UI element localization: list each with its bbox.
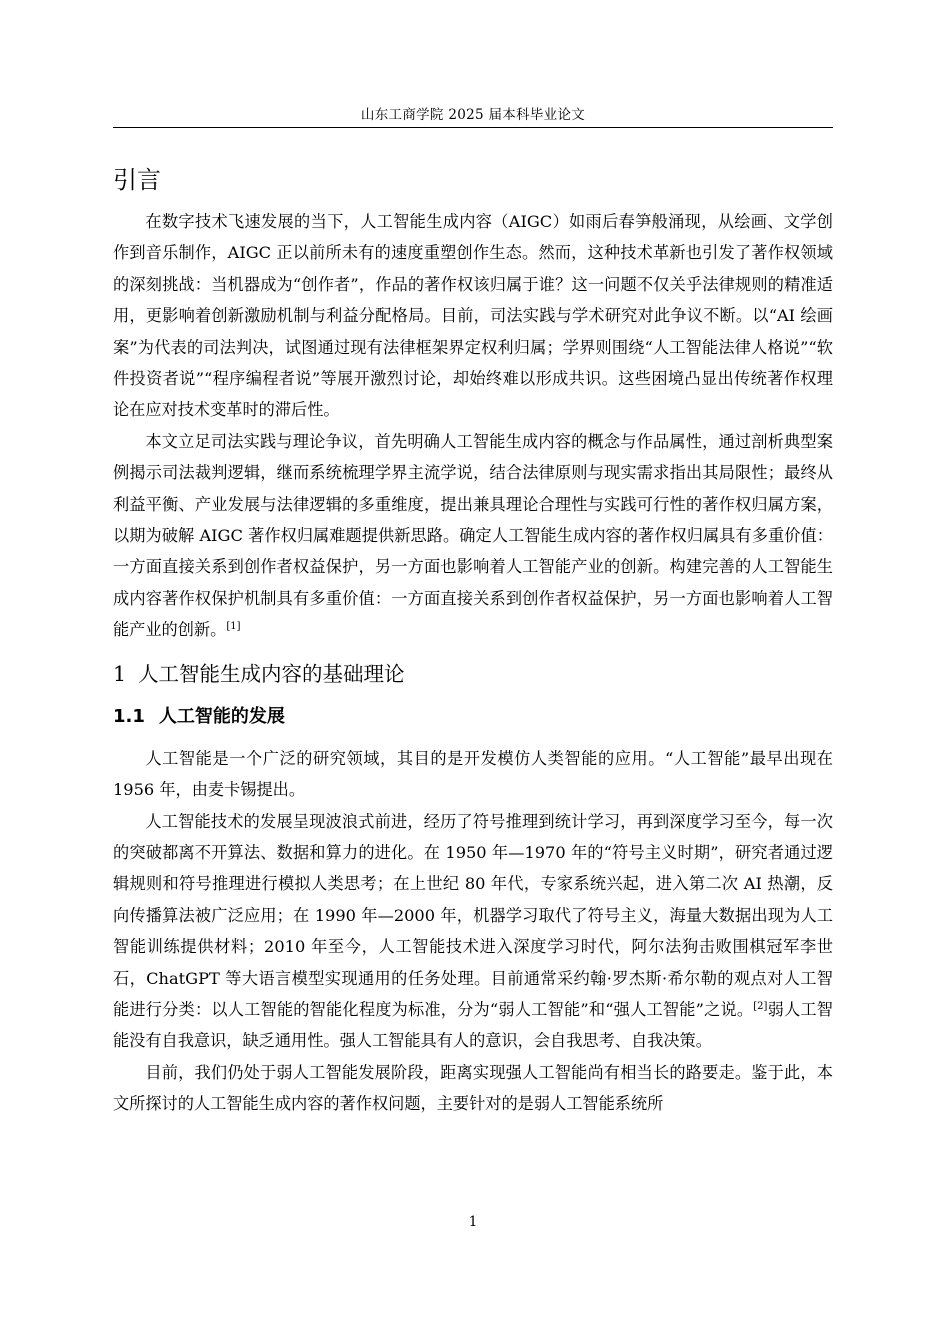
- citation-ref-1: [1]: [226, 621, 241, 633]
- intro-heading: 引言: [113, 166, 161, 194]
- header-rule: [113, 127, 833, 128]
- section-1-title: 人工智能生成内容的基础理论: [138, 661, 405, 686]
- section-1-1-paragraph-2: [113, 806, 833, 1057]
- section-1-1-paragraph-2-text-b: 弱人工智能没有自我意识，缺乏通用性。强人工智能具有人的意识，会自我思考、自我决策。: [113, 999, 833, 1051]
- section-1-1-paragraph-3: 目前，我们仍处于弱人工智能发展阶段，距离实现强人工智能尚有相当长的路要走。鉴于此，本文所探讨的人工智能生成内容的著作权问题，主要针对的是弱人工智能系统所: [113, 1062, 833, 1114]
- section-1-1-title: 人工智能的发展: [158, 705, 285, 727]
- section-1-heading: [113, 646, 833, 699]
- section-1-1-heading: [113, 699, 833, 743]
- intro-paragraph-2: [113, 426, 833, 646]
- running-header: 山东工商学院 2025 届本科毕业论文: [360, 107, 586, 123]
- section-1-number: 1: [113, 661, 127, 686]
- intro-paragraph-2-text: 本文立足司法实践与理论争议，首先明确人工智能生成内容的概念与作品属性，通过剖析典型案例揭示司法裁判逻辑，继而系统梳理学界主流学说，结合法律原则与现实需求指出其局限性；最终从利益平衡、产业发展与法律逻辑的多重维度，提出兼具理论合理性与实践可行性的著作权归属方案，以期为破解 AIGC 著作权归属难题提供新思路。确定人工智能生成内容的著作权归属具有多重价值：一方面直接关系到创作者权益保护，另一方面也影响着人工智能产业的创新。构建完善的人工智能生成内容著作权保护机制具有多重价值：一方面直接关系到创作者权益保护，另一方面也影响着人工智能产业的创新。: [113, 431, 833, 640]
- page-body: [113, 160, 833, 1120]
- citation-ref-2: [2]: [753, 1000, 768, 1012]
- section-1-1-number: 1.1: [113, 705, 145, 727]
- page-number: 1: [468, 1214, 478, 1230]
- intro-paragraph-1: 在数字技术飞速发展的当下，人工智能生成内容（AIGC）如雨后春笋般涌现，从绘画、文学创作到音乐制作，AIGC 正以前所未有的速度重塑创作生态。然而，这种技术革新也引发了著作权领域的深刻挑战：当机器成为“创作者”，作品的著作权该归属于谁？这一问题不仅关乎法律规则的精准适用，更影响着创新激励机制与利益分配格局。目前，司法实践与学术研究对此争议不断。以“AI 绘画案”为代表的司法判决，试图通过现有法律框架界定权利归属；学界则围绕“人工智能法律人格说”“软件投资者说”“程序编程者说”等展开激烈讨论，却始终难以形成共识。这些困境凸显出传统著作权理论在应对技术变革时的滞后性。: [113, 212, 833, 420]
- section-1-1-paragraph-1: 人工智能是一个广泛的研究领域，其目的是开发模仿人类智能的应用。“人工智能”最早出现在 1956 年，由麦卡锡提出。: [113, 748, 833, 800]
- section-1-1-paragraph-2-text-a: 人工智能技术的发展呈现波浪式前进，经历了符号推理到统计学习，再到深度学习至今，每一次的突破都离不开算法、数据和算力的进化。在 1950 年—1970 年的“符号主义时期”，研究者通过逻辑规则和符号推理进行模拟人类思考；在上世纪 80 年代，专家系统兴起，进入第二次 AI 热潮，反向传播算法被广泛应用；在 1990 年—2000 年，机器学习取代了符号主义，海量大数据出现为人工智能训练提供材料；2010 年至今，人工智能技术进入深度学习时代，阿尔法狗击败围棋冠军李世石，ChatGPT 等大语言模型实现通用的任务处理。目前通常采约翰·罗杰斯·希尔勒的观点对人工智能进行分类：以人工智能的智能化程度为标准，分为“弱人工智能”和“强人工智能”之说。: [113, 811, 833, 1019]
